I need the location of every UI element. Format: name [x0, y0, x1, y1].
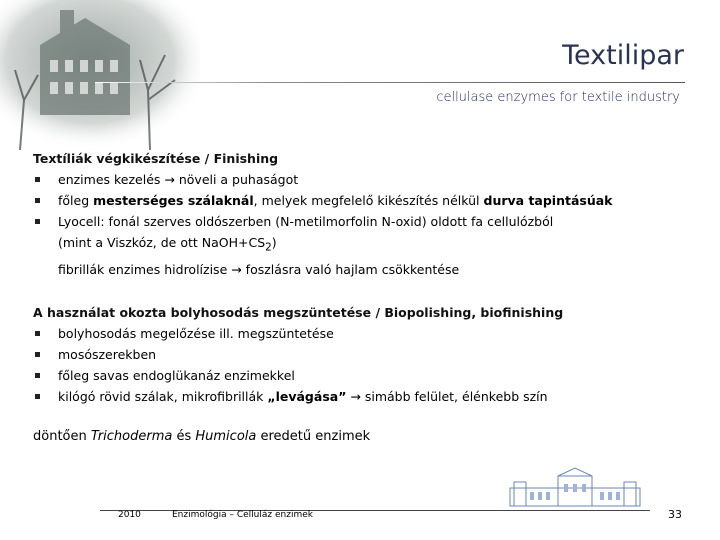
- title-underline: [95, 82, 685, 83]
- text: enzimes kezelés: [58, 172, 165, 187]
- bold-text: mesterséges szálaknál: [93, 193, 254, 208]
- text: növeli a puhaságot: [174, 172, 299, 187]
- bullet-marker-icon: [35, 373, 40, 378]
- viscose-note-end: ): [271, 235, 277, 250]
- final-a: döntően: [33, 428, 91, 444]
- bullet-marker-icon: [35, 352, 40, 357]
- bullet-item: [33, 211, 693, 232]
- text: főleg: [58, 193, 94, 208]
- bullet-marker-icon: [35, 198, 40, 203]
- page-number: 33: [668, 508, 682, 521]
- text: , melyek megfelelő kikészítés nélkül: [253, 193, 484, 208]
- campus-building-photo: [0, 0, 200, 150]
- footer-course: Enzimológia – Celluláz enzimek: [172, 510, 313, 520]
- bold-text: „levágása”: [267, 388, 347, 404]
- bullet-marker-icon: [35, 331, 40, 336]
- final-c: eredetű enzimek: [256, 428, 371, 444]
- bullet-marker-icon: [35, 394, 40, 399]
- trichoderma-name: Trichoderma: [90, 428, 173, 444]
- slide-content: [33, 148, 693, 460]
- viscose-note: (mint a Viszkóz, de ott NaOH+CS: [58, 235, 266, 250]
- bullet-item: [33, 365, 693, 386]
- enzyme-origin-note: [33, 426, 693, 447]
- text: kilógó rövid szálak, mikrofibrillák: [58, 388, 268, 404]
- text: →: [164, 172, 175, 187]
- bullet-item: [33, 323, 693, 344]
- text: Lyocell: fonál szerves oldószerben (N-metilmorfolin N-oxid) oldott fa cellulózból: [58, 214, 554, 229]
- bullet-item: [33, 169, 693, 190]
- slide-subtitle: cellulase enzymes for textile industry: [436, 90, 680, 105]
- footer-year: 2010: [118, 510, 141, 520]
- bullet-item: [33, 344, 693, 365]
- text: mosószerekben: [58, 346, 157, 362]
- section-heading-biopolishing: A használat okozta bolyhosodás megszüntetése / Biopolishing, biofinishing: [33, 304, 564, 320]
- bullet-item: [33, 190, 693, 211]
- bullet-marker-icon: [35, 177, 40, 182]
- finishing-bullet-list: [33, 169, 693, 232]
- humicola-name: Humicola: [195, 428, 257, 444]
- fibril-hydrolysis-note: fibrillák enzimes hidrolízise → foszlásra való hajlam csökkentése: [58, 261, 460, 277]
- section-heading-finishing: Textíliák végkikészítése / Finishing: [33, 151, 279, 166]
- bullet-marker-icon: [35, 219, 40, 224]
- slide-title: Textilipar: [562, 40, 684, 71]
- text: → simább felület, élénkebb szín: [346, 388, 548, 404]
- subscript-2: 2: [265, 241, 272, 254]
- slide-footer: [0, 496, 720, 540]
- biopolishing-bullet-list: [33, 323, 693, 407]
- text: bolyhosodás megelőzése ill. megszüntetése: [58, 325, 334, 341]
- bullet-item: [33, 386, 693, 407]
- bold-text: durva tapintásúak: [483, 193, 613, 208]
- text: főleg savas endoglükanáz enzimekkel: [58, 367, 295, 383]
- final-b: és: [172, 428, 196, 444]
- lyocell-continuation: [33, 232, 693, 259]
